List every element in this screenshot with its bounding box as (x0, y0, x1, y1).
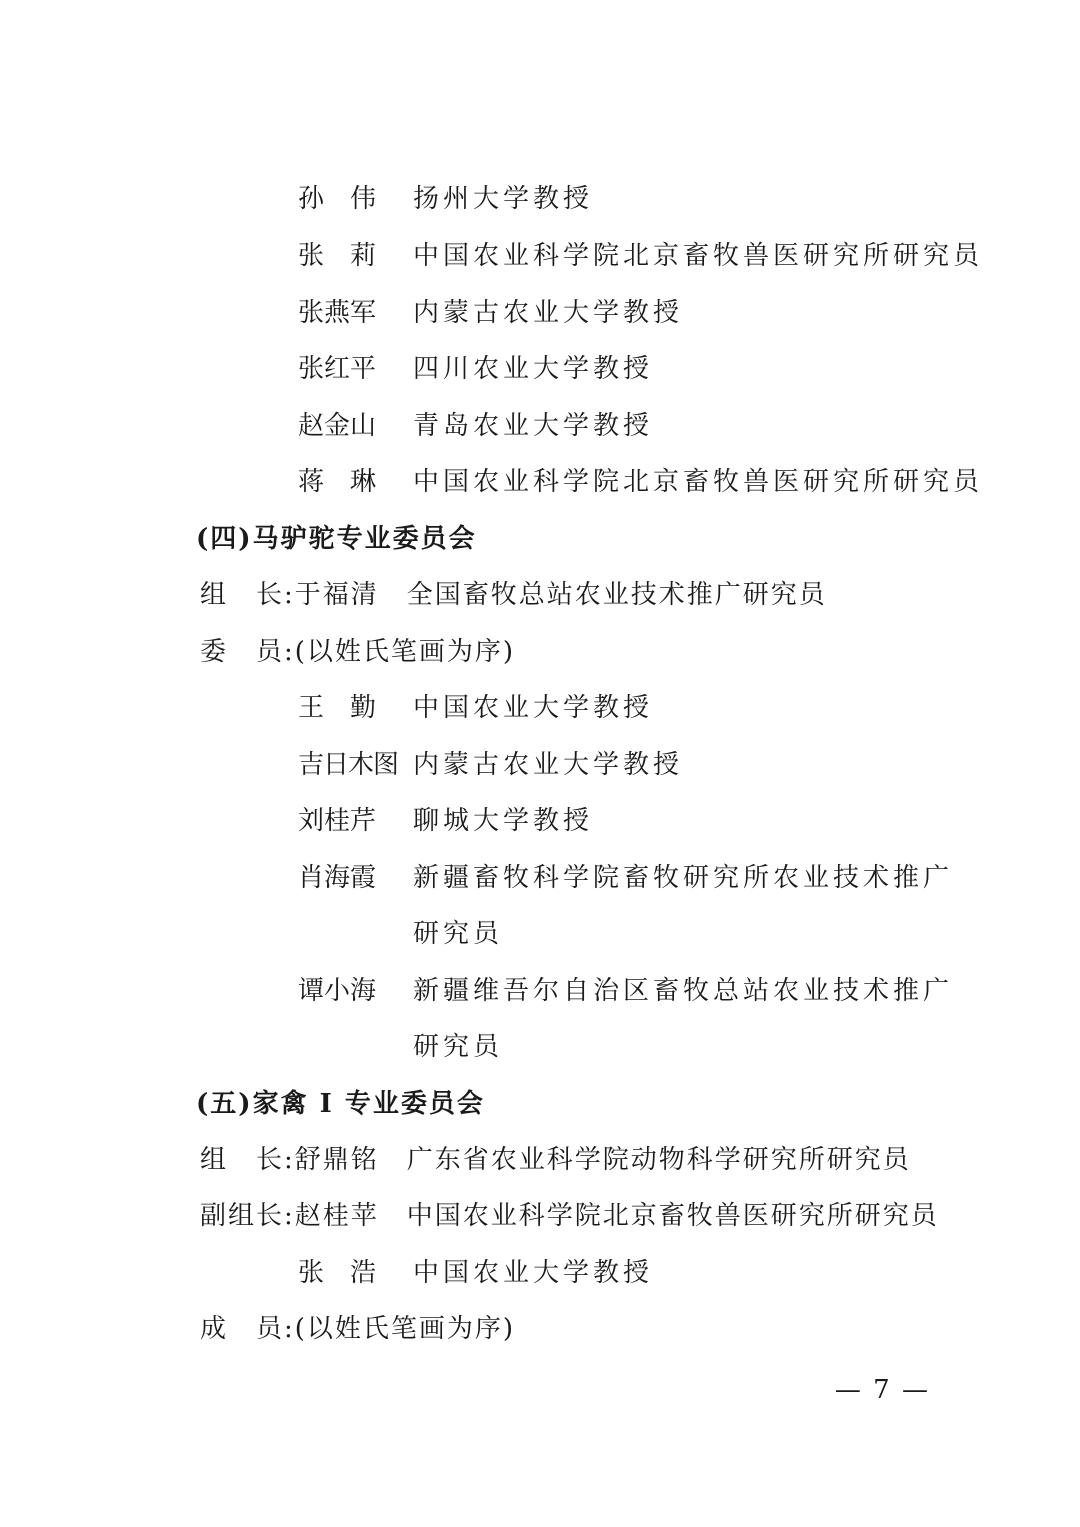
member-desc: 聊城大学教授 (413, 806, 594, 836)
member-desc: 中国农业大学教授 (413, 1258, 654, 1288)
member-name: 蒋 琳 (298, 467, 377, 497)
member-desc: 青岛农业大学教授 (413, 411, 654, 441)
member-desc-cont: 研究员 (413, 919, 504, 949)
member-desc: 扬州大学教授 (413, 184, 594, 214)
member-name: 王 勤 (298, 693, 377, 723)
member-desc: 四川农业大学教授 (413, 354, 654, 384)
member-name: 谭小海 (298, 976, 377, 1006)
member-desc: 新疆维吾尔自治区畜牧总站农业技术推广 (413, 976, 954, 1006)
section-heading: (四)马驴驼专业委员会 (196, 524, 477, 554)
leader-line: 组 长:舒鼎铭 广东省农业科学院动物科学研究所研究员 (200, 1145, 911, 1175)
member-desc: 中国农业科学院北京畜牧兽医研究所研究员 (413, 467, 984, 497)
member-name: 张红平 (298, 354, 377, 384)
member-name: 张 莉 (298, 241, 377, 271)
members-label: 成 员:(以姓氏笔画为序) (200, 1314, 516, 1344)
member-desc: 中国农业大学教授 (413, 693, 654, 723)
member-desc-cont: 研究员 (413, 1032, 504, 1062)
member-name: 刘桂芹 (298, 806, 377, 836)
member-name: 孙 伟 (298, 184, 377, 214)
member-desc: 内蒙古农业大学教授 (413, 298, 684, 328)
deputy-line: 副组长:赵桂苹 中国农业科学院北京畜牧兽医研究所研究员 (200, 1201, 939, 1231)
member-name: 吉日木图 (298, 750, 399, 780)
member-name: 赵金山 (298, 411, 377, 441)
member-desc: 新疆畜牧科学院畜牧研究所农业技术推广 (413, 863, 954, 893)
member-desc: 中国农业科学院北京畜牧兽医研究所研究员 (413, 241, 984, 271)
leader-line: 组 长:于福清 全国畜牧总站农业技术推广研究员 (200, 580, 827, 610)
page-number: — 7 — (834, 1375, 930, 1405)
member-desc: 内蒙古农业大学教授 (413, 750, 684, 780)
member-name: 张燕军 (298, 298, 377, 328)
member-name: 张 浩 (298, 1258, 377, 1288)
member-name: 肖海霞 (298, 863, 377, 893)
section-heading: (五)家禽 I 专业委员会 (196, 1089, 485, 1119)
members-label: 委 员:(以姓氏笔画为序) (200, 637, 516, 667)
